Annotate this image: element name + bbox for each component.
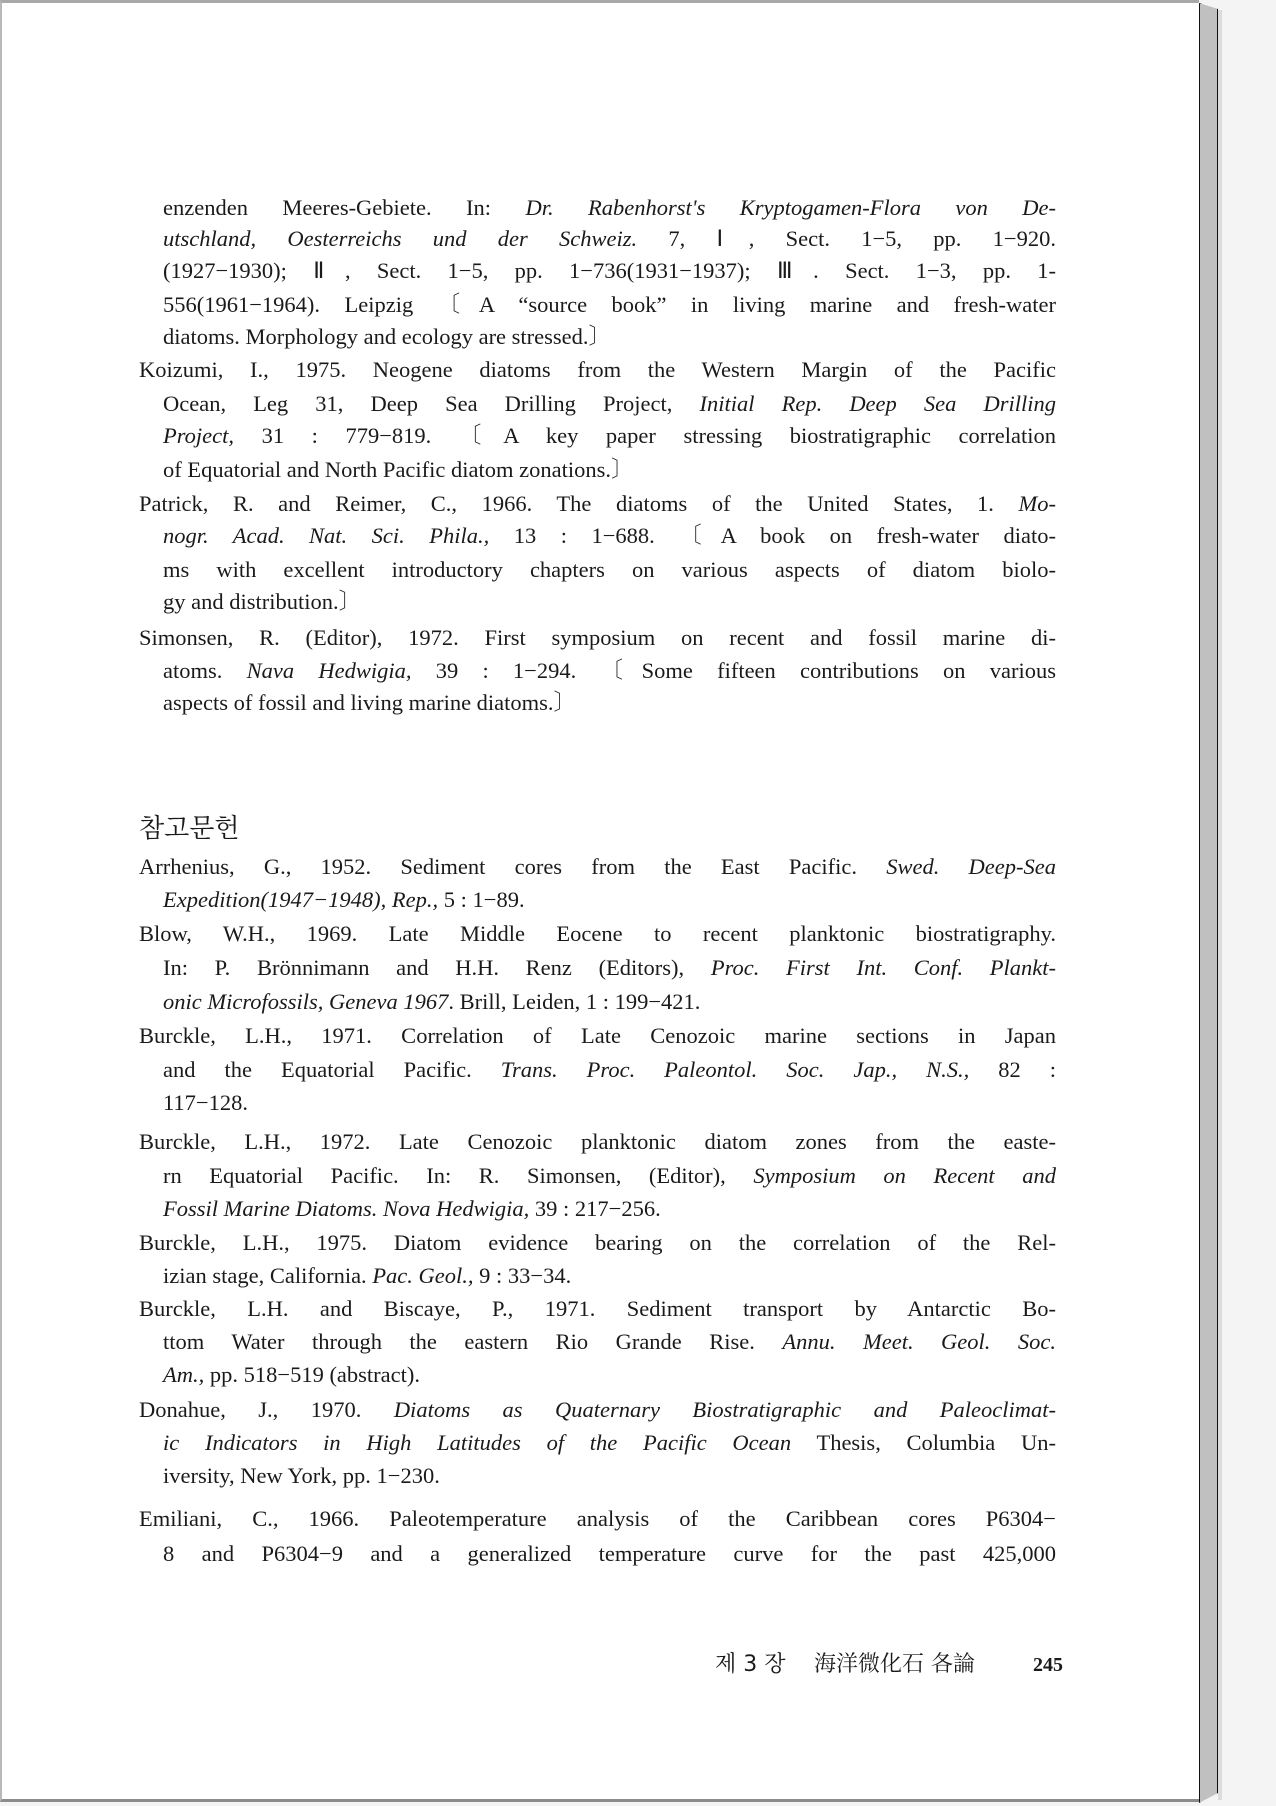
reference-text: Burckle, L.H. and Biscaye, P., 1971. Sediment transport by Antarctic Bo- bbox=[139, 1296, 1056, 1321]
reference-line bbox=[163, 323, 1056, 351]
reference-line bbox=[163, 291, 1056, 319]
reference-line bbox=[139, 853, 1056, 881]
italic-citation-text: nogr. Acad. Nat. Sci. Phila., bbox=[163, 523, 490, 548]
reference-text: and the Equatorial Pacific. bbox=[163, 1057, 501, 1082]
reference-line bbox=[139, 1396, 1056, 1424]
reference-line bbox=[163, 522, 1056, 550]
reference-text: ttom Water through the eastern Rio Grande Rise. bbox=[163, 1329, 783, 1354]
reference-line bbox=[163, 257, 1056, 285]
reference-text: gy and distribution.〕 bbox=[163, 589, 362, 614]
reference-line bbox=[163, 886, 1056, 914]
reference-line bbox=[163, 456, 1056, 484]
reference-line bbox=[163, 1056, 1056, 1084]
reference-line bbox=[163, 194, 1056, 222]
italic-citation-text: onic Microfossils, Geneva 1967 bbox=[163, 989, 449, 1014]
reference-text: 13 : 1−688. 〔A book on fresh-water diato- bbox=[489, 523, 1056, 548]
italic-citation-text: Pac. Geol., bbox=[372, 1263, 474, 1288]
reference-text: 82 : bbox=[969, 1057, 1056, 1082]
footer-title: 海洋微化石 各論 bbox=[814, 1652, 975, 1677]
reference-line bbox=[163, 1262, 1056, 1290]
italic-citation-text: Swed. Deep-Sea bbox=[886, 854, 1056, 879]
reference-line bbox=[163, 556, 1056, 584]
italic-citation-text: Fossil Marine Diatoms. Nova Hedwigia, bbox=[163, 1196, 530, 1221]
italic-citation-text: Dr. Rabenhorst's Kryptogamen-Flora von De- bbox=[525, 195, 1056, 220]
page-edge bbox=[1199, 3, 1218, 1803]
reference-line bbox=[163, 588, 1056, 616]
reference-text: 7, Ⅰ, Sect. 1−5, pp. 1−920. bbox=[637, 226, 1056, 251]
reference-text: 31 : 779−819. 〔A key paper stressing biostratigraphic correlation bbox=[234, 423, 1056, 448]
reference-text: izian stage, California. bbox=[163, 1263, 373, 1288]
reference-line bbox=[139, 920, 1056, 948]
section-heading: 참고문헌 bbox=[139, 814, 240, 844]
italic-citation-text: Nava Hedwigia, bbox=[246, 658, 412, 683]
reference-text: Emiliani, C., 1966. Paleotemperature analysis of the Caribbean cores P6304− bbox=[139, 1506, 1056, 1531]
reference-text: 5 : 1−89. bbox=[438, 887, 525, 912]
reference-text: 39 : 1−294. 〔Some fifteen contributions on various bbox=[411, 658, 1056, 683]
reference-text: enzenden Meeres-Gebiete. In: bbox=[163, 195, 526, 220]
italic-citation-text: Expedition(1947−1948), Rep., bbox=[163, 887, 439, 912]
reference-line bbox=[163, 422, 1056, 450]
reference-line bbox=[139, 1229, 1056, 1257]
page-edge-shadow bbox=[1218, 10, 1222, 1800]
reference-text: Burckle, L.H., 1975. Diatom evidence bearing on the correlation of the Rel- bbox=[139, 1230, 1056, 1255]
reference-text: Burckle, L.H., 1971. Correlation of Late Cenozoic marine sections in Japan bbox=[139, 1023, 1056, 1048]
reference-line bbox=[163, 1361, 1056, 1389]
reference-line bbox=[163, 1429, 1056, 1457]
reference-line bbox=[139, 490, 1056, 518]
reference-text: Blow, W.H., 1969. Late Middle Eocene to recent planktonic biostratigraphy. bbox=[139, 921, 1056, 946]
reference-text: Donahue, J., 1970. bbox=[139, 1397, 394, 1422]
reference-text: (1927−1930); Ⅱ, Sect. 1−5, pp. 1−736(1931−1937); Ⅲ. Sect. 1−3, pp. 1- bbox=[163, 258, 1056, 283]
reference-text: diatoms. Morphology and ecology are stressed.〕 bbox=[163, 324, 612, 349]
reference-line bbox=[163, 954, 1056, 982]
reference-text: aspects of fossil and living marine diatoms.〕 bbox=[163, 690, 577, 715]
reference-text: Burckle, L.H., 1972. Late Cenozoic planktonic diatom zones from the easte- bbox=[139, 1129, 1056, 1154]
italic-citation-text: Diatoms as Quaternary Biostratigraphic and Paleoclimat- bbox=[393, 1397, 1056, 1422]
reference-line bbox=[163, 1089, 1056, 1117]
italic-citation-text: Initial Rep. Deep Sea Drilling bbox=[699, 391, 1056, 416]
reference-text: pp. 518−519 (abstract). bbox=[204, 1362, 421, 1387]
reference-line bbox=[163, 1462, 1056, 1490]
reference-line bbox=[139, 1295, 1056, 1323]
reference-text: atoms. bbox=[163, 658, 247, 683]
footer-chapter: 제 3 장 bbox=[715, 1652, 786, 1677]
reference-text: 117−128. bbox=[163, 1090, 248, 1115]
italic-citation-text: ic Indicators in High Latitudes of the Pacific Ocean bbox=[163, 1430, 792, 1455]
reference-text: rn Equatorial Pacific. In: R. Simonsen, (Editor), bbox=[163, 1163, 754, 1188]
reference-line bbox=[163, 988, 1056, 1016]
reference-text: iversity, New York, pp. 1−230. bbox=[163, 1463, 440, 1488]
reference-line bbox=[163, 657, 1056, 685]
reference-line bbox=[163, 689, 1056, 717]
reference-line bbox=[139, 1128, 1056, 1156]
reference-text: 39 : 217−256. bbox=[529, 1196, 661, 1221]
reference-line bbox=[163, 1328, 1056, 1356]
reference-text: Arrhenius, G., 1952. Sediment cores from the East Pacific. bbox=[139, 854, 887, 879]
italic-citation-text: Annu. Meet. Geol. Soc. bbox=[782, 1329, 1056, 1354]
italic-citation-text: Symposium on Recent and bbox=[753, 1163, 1056, 1188]
reference-text: 556(1961−1964). Leipzig 〔A “source book” in living marine and fresh-water bbox=[163, 292, 1056, 317]
italic-citation-text: Mo- bbox=[1018, 491, 1056, 516]
reference-text: Simonsen, R. (Editor), 1972. First symposium on recent and fossil marine di- bbox=[139, 625, 1056, 650]
reference-text: ms with excellent introductory chapters on various aspects of diatom biolo- bbox=[163, 557, 1056, 582]
italic-citation-text: Trans. Proc. Paleontol. Soc. Jap., N.S., bbox=[500, 1057, 970, 1082]
reference-line bbox=[139, 624, 1056, 652]
reference-text: Patrick, R. and Reimer, C., 1966. The diatoms of the United States, 1. bbox=[139, 491, 1019, 516]
reference-text: 9 : 33−34. bbox=[473, 1263, 572, 1288]
reference-line bbox=[163, 225, 1056, 253]
reference-text: Ocean, Leg 31, Deep Sea Drilling Project, bbox=[163, 391, 700, 416]
reference-text: . Brill, Leiden, 1 : 199−421. bbox=[448, 989, 701, 1014]
page-number: 245 bbox=[1033, 1654, 1063, 1676]
reference-text: In: P. Brönnimann and H.H. Renz (Editors), bbox=[163, 955, 711, 980]
reference-line bbox=[163, 390, 1056, 418]
reference-line bbox=[139, 1022, 1056, 1050]
italic-citation-text: utschland, Oesterreichs und der Schweiz. bbox=[163, 226, 638, 251]
reference-line bbox=[139, 356, 1056, 384]
italic-citation-text: Project, bbox=[163, 423, 235, 448]
reference-text: Koizumi, I., 1975. Neogene diatoms from the Western Margin of the Pacific bbox=[139, 357, 1056, 382]
reference-line bbox=[163, 1540, 1056, 1568]
italic-citation-text: Proc. First Int. Conf. Plankt- bbox=[710, 955, 1056, 980]
reference-line bbox=[163, 1195, 1056, 1223]
reference-text: of Equatorial and North Pacific diatom zonations.〕 bbox=[163, 457, 634, 482]
italic-citation-text: Am., bbox=[163, 1362, 205, 1387]
reference-text: 8 and P6304−9 and a generalized temperature curve for the past 425,000 bbox=[163, 1541, 1056, 1566]
reference-line bbox=[139, 1505, 1056, 1533]
reference-line bbox=[163, 1162, 1056, 1190]
reference-text: Thesis, Columbia Un- bbox=[791, 1430, 1056, 1455]
